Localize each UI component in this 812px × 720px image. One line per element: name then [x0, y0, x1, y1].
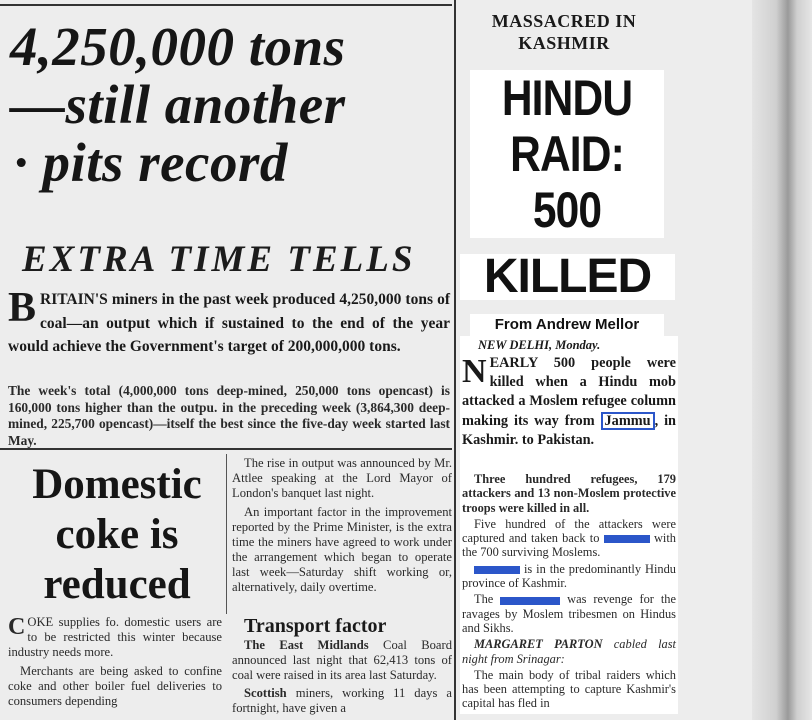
lead-text: EARLY 500 people were killed when a Hindu mob attacked a Moslem refugee column making its way from: [462, 355, 676, 429]
sub-headline: EXTRA TIME TELLS: [22, 239, 416, 280]
bold-lead: The East Midlands: [244, 638, 369, 652]
article-paragraph: [462, 637, 676, 666]
column-rule: [454, 0, 456, 720]
redaction-highlight: [604, 535, 650, 543]
main-headline: [10, 18, 450, 192]
paragraph-text: cabled last night from Srinagar:: [462, 637, 676, 666]
drop-cap: B: [8, 285, 37, 331]
coke-headline-line: coke is: [55, 511, 179, 558]
article-paragraph: [462, 517, 676, 560]
article-paragraph: [232, 638, 452, 683]
drop-cap: N: [462, 353, 487, 390]
kicker-line: MASSACRED IN: [491, 11, 637, 31]
byline: From Andrew Mellor: [470, 314, 664, 336]
reporter-name: MARGARET PARTON: [474, 637, 603, 652]
coke-text-2: Merchants are being asked to confine coke and other boiler fuel deliveries to consumers depending: [8, 664, 222, 708]
headline-line: RAID:: [510, 126, 624, 182]
transport-subhead: Transport factor: [244, 615, 387, 637]
top-rule: [0, 4, 452, 6]
coke-headline: [8, 460, 226, 610]
paragraph-text: Five hundred of the attackers were captured and taken back to: [462, 516, 676, 546]
coke-text: OKE supplies fo. domestic users are to be restricted this winter because industry needs more.: [8, 615, 222, 659]
headline-line: 4,250,000 tons: [10, 16, 346, 77]
coke-article: [8, 615, 222, 709]
paragraph-text: with the 700 surviving Moslems.: [462, 531, 676, 560]
article-paragraph: The main body of tribal raiders which has been attempting to capture Kashmir's capital has fled in: [462, 667, 676, 711]
paragraph-text: The: [474, 592, 501, 607]
article-paragraph: [462, 592, 676, 635]
article-paragraph: An important factor in the improvement reported by the Prime Minister, is the extra time the miners have agreed to work under the arrangement which began to operate last week—Saturday shift working or, alternatively, daily overtime.: [232, 505, 452, 594]
kashmir-headline: [470, 70, 664, 238]
coke-headline-line: Domestic: [32, 461, 202, 508]
body-paragraph: The week's total (4,000,000 tons deep-mined, 250,000 tons opencast) is 160,000 tons higher than the outpu. in the preceding week (3,864,300 deep-mined, 225,700 opencast)—itself the best since the five-day week started last May.: [8, 383, 450, 448]
article-paragraph: [232, 686, 452, 716]
lead-text: RITAIN'S miners in the past week produced 4,250,000 tons of coal—an output which if sustained to the end of the year would achieve the Government's target of 200,000,000 tons.: [8, 291, 450, 355]
coke-headline-line: reduced: [43, 561, 191, 608]
article-paragraph: [462, 562, 676, 591]
article-continuation: [232, 456, 452, 599]
redaction-highlight: [474, 566, 520, 574]
headline-line: —still another: [10, 74, 346, 135]
kashmir-kicker: [464, 10, 664, 54]
highlighted-place: Jammu: [601, 412, 655, 430]
paragraph-text: miners, working 11 days a fortnight, have given a: [232, 686, 452, 715]
kicker-line: KASHMIR: [518, 33, 610, 53]
coke-headline-box: [8, 454, 227, 614]
lead-text: , in Kashmir. to Pakistan.: [462, 412, 676, 448]
bold-lead: Scottish: [244, 686, 287, 700]
lead-paragraph: [8, 285, 450, 359]
paragraph-text: Coal Board announced last night that 62,413 tons of coal were raised in its area last Saturday.: [232, 638, 452, 682]
paragraph-text: was revenge for the ravages by Moslem tribesmen on Hindus and Sikhs.: [462, 592, 676, 635]
dateline: NEW DELHI, Monday.: [478, 338, 601, 352]
headline-line: 500: [532, 182, 602, 238]
drop-cap: C: [8, 614, 26, 640]
headline-line: · pits record: [14, 132, 288, 193]
kashmir-lead: [462, 354, 676, 450]
article-paragraph: The rise in output was announced by Mr. Attlee speaking at the Lord Mayor of London's banquet last night.: [232, 456, 452, 500]
transport-article: [232, 638, 452, 719]
paragraph-text: is in the predominantly Hindu province of Kashmir.: [462, 561, 676, 591]
killed-headline: KILLED: [460, 254, 675, 300]
article-paragraph: Three hundred refugees, 179 attackers and 13 non-Moslem protective troops were killed in all.: [462, 472, 676, 515]
redaction-highlight: [500, 597, 560, 605]
kashmir-body: [462, 472, 676, 713]
page-fold-shadow: [752, 0, 812, 720]
headline-line: HINDU: [501, 70, 633, 126]
